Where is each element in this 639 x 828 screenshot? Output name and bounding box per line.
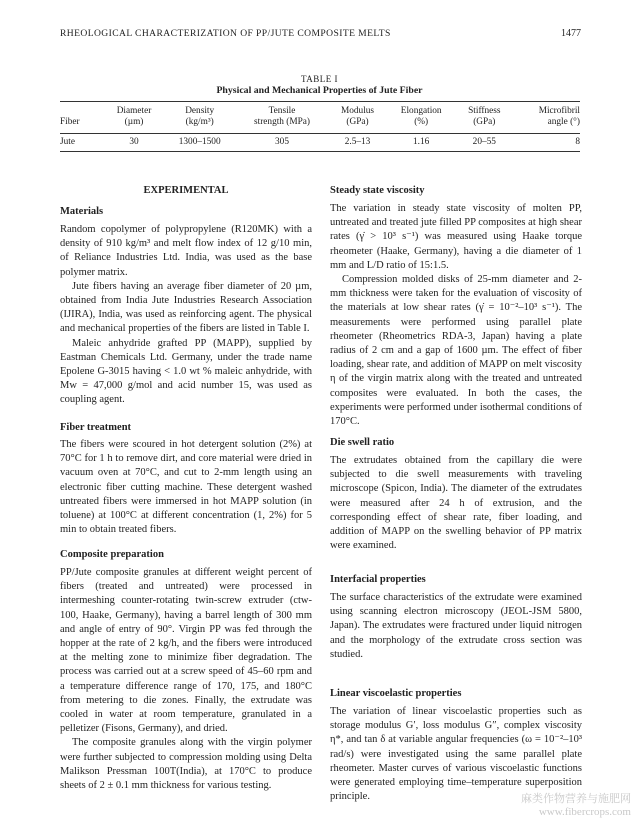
steady-state-body [330,202,582,429]
paragraph: The composite granules along with the virgin polymer were further subjected to compression molding using Delta Malikson Pressman 100T(India), at 170°C to produce sheets of 2 ± 0.1 mm thickness for various testing. [60,737,312,792]
heading-steady-state-viscosity: Steady state viscosity [330,185,425,196]
heading-composite-preparation: Composite preparation [60,549,164,560]
paragraph: Jute fibers having an average fiber diameter of 20 µm, obtained from India Jute Industries Research Association (IJIRA), India, was used as reinforcing agent. The physical and mechanical properties of the fibers are listed in Table I. [60,280,312,335]
table-header-cell: Microfibril angle (°) [513,102,580,134]
table-cell: 30 [104,134,164,152]
paragraph: PP/Jute composite granules at different weight percent of fibers (treated and untreated) were processed in intermeshing counter-rotating twin-screw extruder (ctw-100, Haake, Germany), having a barrel length of 300 mm and angle of entry of 90°. Virgin PP was fed through the hopper at the rate of 2 kg/h, and the fibers were introduced at the melting zone to minimize fiber degradation. The process was carried out at a screw speed of 45–60 rpm and a temperature difference range of 170, 175, and 180°C from metering to die zones. Finally, the extrudate was cooled in water at room temperature, granulated in a pelletizer (Fisons, Germany), and dried. [60,567,312,735]
paragraph: Random copolymer of polypropylene (R120MK) with a density of 910 kg/m³ and melt flow index of 12 g/10 min, of Reliance Industries Ltd. India, was used as the base polymer matrix. [60,224,312,278]
paragraph: The variation of linear viscoelastic properties such as storage modulus G′, loss modulus G″, complex viscosity η*, and tan δ at variable angular frequencies (ω = 10⁻²–10³ rad/s) were investigated using the same parallel plate rheometer. Master curves of various viscoelastic functions were generated employing time–temperature superposition principle. [330,706,582,803]
page-number: 1477 [561,28,581,39]
die-swell-body [330,454,582,553]
paragraph: The surface characteristics of the extrudate were examined using scanning electron microscopy (JEOL-JSM 5800, Japan). The extrudates were fractured under liquid nitrogen and the morphology of the extrudate cross section was studied. [330,592,582,660]
table-header-cell: Density (kg/m³) [164,102,235,134]
properties-table [60,101,580,152]
paragraph: The fibers were scoured in hot detergent solution (2%) at 70°C for 1 h to remove dirt, and core material were dried in vacuum oven at 70°C, and cut to 2-mm length using an electronic fiber cutting machine. These detergent washed untreated fibers were immersed in hot MAPP solution (in toluene) at 100°C at different concentration (1, 2%) for 5 min to obtain treated fibers. [60,439,312,536]
table-cell: 1.16 [386,134,456,152]
composite-preparation-body [60,566,312,793]
paragraph: The extrudates obtained from the capillary die were subjected to die swell measurements with traveling microscope (Spicon, India). The diameter of the extrudates were measured after 24 h of extrusion, and the corresponding effect of shear rate, fiber loading, and addition of MAPP on the swelling behavior of PP matrix were examined. [330,455,582,552]
table-header-cell: Diameter (µm) [104,102,164,134]
watermark [521,793,631,819]
table-header-cell: Fiber [60,102,104,134]
table-cell: 2.5–13 [329,134,387,152]
interfacial-body [330,591,582,662]
table-cell: 8 [513,134,580,152]
heading-materials: Materials [60,206,104,217]
table-caption: Physical and Mechanical Properties of Jute Fiber [216,85,423,96]
table-cell: 305 [235,134,328,152]
materials-body [60,223,312,408]
paragraph: The variation in steady state viscosity of molten PP, untreated and treated jute filled PP composites at high shear rates (γ̇ > 10³ s⁻¹) was measured using Haake torque rheometer (Haake, Germany), having a die diameter of 1 mm and L/D ratio of 15:1.5. [330,203,582,271]
table-header-cell: Modulus (GPa) [329,102,387,134]
fiber-treatment-body [60,438,312,537]
running-header-title: RHEOLOGICAL CHARACTERIZATION OF PP/JUTE COMPOSITE MELTS [60,28,391,39]
table-header-cell: Tensile strength (MPa) [235,102,328,134]
heading-die-swell-ratio: Die swell ratio [330,437,395,448]
table-row [60,134,580,152]
table-header-cell: Elongation (%) [386,102,456,134]
linear-viscoelastic-body [330,705,582,804]
watermark-line: www.fibercrops.com [538,806,631,818]
table-cell: 1300–1500 [164,134,235,152]
heading-interfacial-properties: Interfacial properties [330,574,426,585]
heading-fiber-treatment: Fiber treatment [60,422,132,433]
table-cell: 20–55 [456,134,513,152]
table-header-cell: Stiffness (GPa) [456,102,513,134]
table-cell: Jute [60,134,104,152]
heading-linear-viscoelastic: Linear viscoelastic properties [330,688,462,699]
table-header-row [60,102,580,134]
table-label: TABLE I [300,74,339,84]
watermark-line: 麻类作物营养与施肥网 [521,793,631,805]
section-title-experimental: EXPERIMENTAL [143,185,229,196]
paragraph: Compression molded disks of 25-mm diameter and 2-mm thickness were taken for the evaluation of viscosity of the materials at low shear rates (γ̇ = 10⁻²–10³ s⁻¹). The measurements were performed using parallel plate rheometer (Rheometrics RDA-3, Japan) having a plate radius of 2 cm and a gap of 1600 µm. The effect of fiber loading, shear rate, and addition of MAPP on melt viscosity η of the virgin matrix along with the treated and untreated composites were evaluated. In both the cases, the experiments were performed under isothermal conditions of 170°C. [330,274,582,428]
paragraph: Maleic anhydride grafted PP (MAPP), supplied by Eastman Chemicals Ltd. Germany, under the trade name Epolene G-3015 having < 1.0 wt % maleic anhydride, with Mw = 47,000 g/mol and acid number 15, was used as coupling agent. [60,337,312,406]
